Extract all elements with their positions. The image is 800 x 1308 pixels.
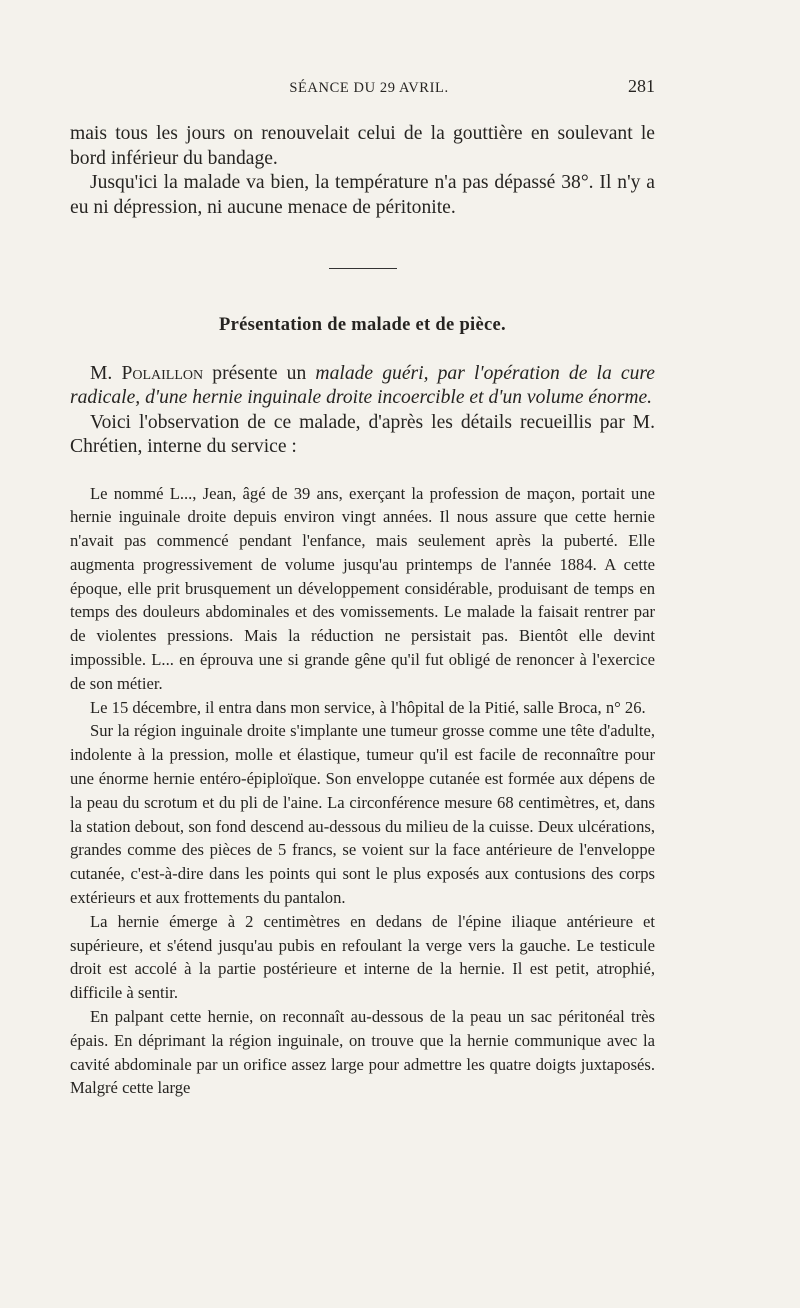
observation-paragraph: Le 15 décembre, il entra dans mon service, à l'hôpital de la Pitié, salle Broca, n° 26. [90, 697, 646, 717]
case-title: malade guéri, par l'opération de la cure radicale, d'une hernie inguinale droite incoercible et d'un volume énorme. [70, 362, 656, 408]
presentation-paragraph [70, 362, 655, 411]
presentation-verb: présente un [212, 362, 307, 384]
section-divider [329, 268, 397, 269]
observation-paragraph: En palpant cette hernie, on reconnaît au-dessous de la peau un sac péritonéal très épais. En déprimant la région inguinale, on trouve que la hernie communique avec la cavité abdominale par un orifice assez large pour admettre les quatre doigts juxtaposés. Malgré cette large [70, 1007, 655, 1098]
paragraph: mais tous les jours on renouvelait celui de la gouttière en soulevant le bord inférieur du bandage. [70, 123, 655, 169]
paragraph: Jusqu'ici la malade va bien, la température n'a pas dépassé 38°. Il n'y a eu ni dépression, ni aucune menace de péritonite. [70, 172, 655, 218]
header-title: SÉANCE DU 29 AVRIL. [289, 80, 449, 96]
running-header [70, 76, 655, 100]
section-title: Présentation de malade et de pièce. [219, 315, 506, 335]
page-number: 281 [628, 76, 655, 96]
observation-text [70, 482, 655, 1101]
observation-paragraph: Sur la région inguinale droite s'implante une tumeur grosse comme une tête d'adulte, indolente à la pression, molle et élastique, tumeur qu'il est facile de reconnaître pour une énorme hernie entéro-épiploïque. Son enveloppe cutanée est formée aux dépens de la peau du scrotum et du pli de l'aine. La circonférence mesure 68 centimètres, et, dans la station debout, son fond descend au-dessous du milieu de la cuisse. Deux ulcérations, grandes comme des pièces de 5 francs, se voient sur la face antérieure de l'enveloppe cutanée, c'est-à-dire dans les points qui sont le plus exposés aux contusions des corps extérieurs et aux frottements du pantalon. [70, 721, 655, 908]
page-body [70, 122, 655, 1100]
author-name: Polaillon [121, 362, 204, 384]
m-prefix: M. [90, 362, 113, 384]
observation-paragraph: La hernie émerge à 2 centimètres en dedans de l'épine iliaque antérieure et supérieure, et s'étend jusqu'au pubis en refoulant la verge vers la gauche. Le testicule droit est accolé à la partie postérieure et interne de la hernie. Il est petit, atrophié, difficile à sentir. [70, 911, 655, 1003]
paragraph: Voici l'observation de ce malade, d'après les détails recueillis par M. Chrétien, interne du service : [70, 411, 655, 457]
observation-paragraph: Le nommé L..., Jean, âgé de 39 ans, exerçant la profession de maçon, portait une hernie inguinale droite depuis environ vingt années. Il nous assure que cette hernie n'avait pas commencé pendant l'enfance, mais seulement après la puberté. Elle augmenta progressivement de volume jusqu'au printemps de l'année 1884. A cette époque, elle prit brusquement un développement considérable, produisant de temps en temps des douleurs abdominales et des vomissements. Le malade la faisait rentrer par de violentes pressions. Mais la réduction ne persistait pas. Bientôt elle devint impossible. L... en éprouva une si grande gêne qu'il fut obligé de renoncer à l'exercice de son métier. [70, 483, 655, 693]
